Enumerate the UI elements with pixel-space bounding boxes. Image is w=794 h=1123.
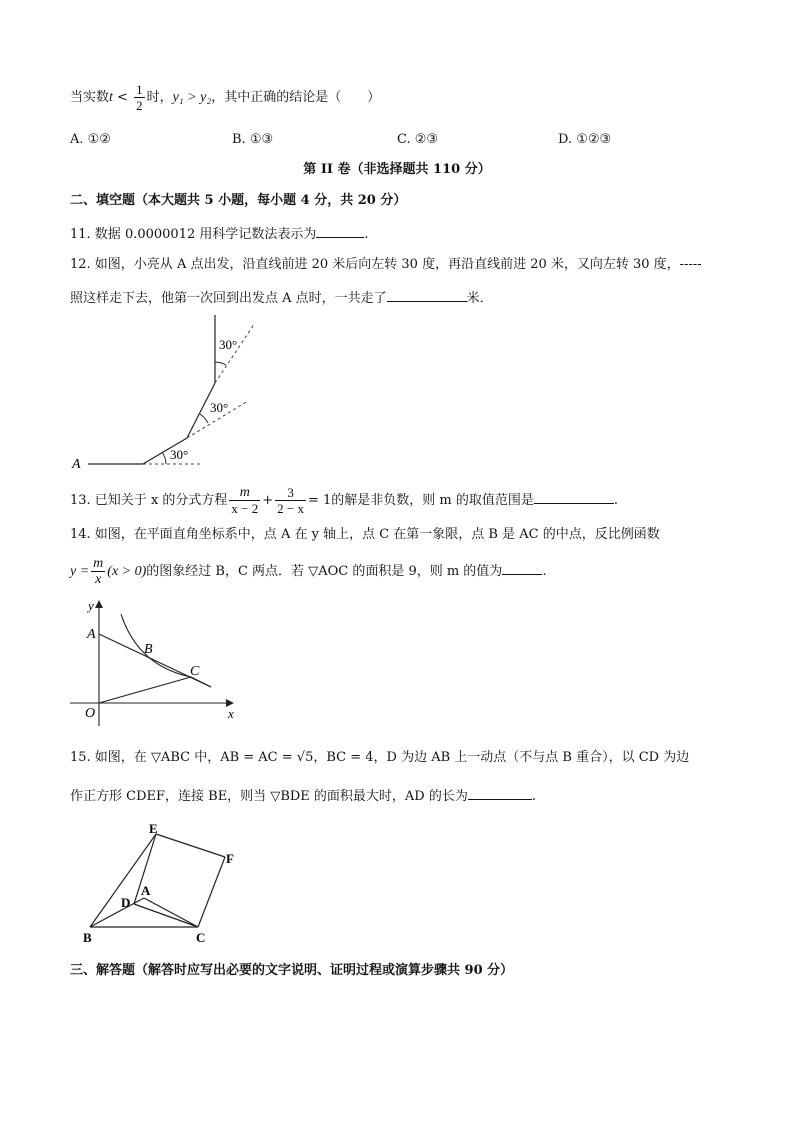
q15-segment-dc	[134, 904, 198, 927]
q12-point-a-label: A	[72, 457, 81, 472]
section3-heading: 三、解答题（解答时应写出必要的文字说明、证明过程或演算步骤共 90 分）	[70, 963, 514, 978]
q11-answer-blank[interactable]	[316, 223, 364, 238]
part2-title: 第 II 卷（非选择题共 110 分）	[303, 162, 491, 177]
q14-origin-label: O	[85, 706, 96, 721]
q12-angle-label-1: 30°	[170, 447, 189, 462]
q12-angle-arc-2	[200, 414, 208, 423]
q12-line2: 照这样走下去，他第一次回到出发点 A 点时，一共走了 米．	[70, 287, 493, 309]
q12-line1: 12. 如图，小亮从 A 点出发，沿直线前进 20 米后向左转 30 度，再沿直线前进 20 米，又向左转 30 度，-----	[70, 257, 702, 272]
q15-segment-ef	[156, 834, 225, 857]
q11-line: 11. 数据 0.0000012 用科学记数法表示为 .	[70, 223, 369, 245]
q15-segment-fc	[198, 857, 225, 927]
q14-point-a-label: A	[87, 627, 96, 642]
q14-point-c-label: C	[190, 664, 200, 679]
q14-y-arrow	[95, 600, 103, 608]
q12-angle-label-2: 30°	[210, 400, 229, 415]
q14-figure	[68, 596, 248, 736]
q15-line1: 15. 如图，在 ▽ABC 中，AB = AC = √5，BC = 4，D 为边 AB 上一动点（不与点 B 重合），以 CD 为边	[70, 750, 690, 765]
q12-angle-arc-1	[162, 452, 166, 464]
q15-point-c-label: C	[196, 930, 206, 945]
q14-hyperbola	[121, 614, 191, 677]
q12-answer-blank[interactable]	[387, 287, 467, 302]
q14-answer-blank[interactable]	[502, 560, 542, 575]
q15-point-b-label: B	[83, 930, 92, 945]
q15-point-f-label: F	[226, 851, 234, 866]
q14-point-b-label: B	[144, 642, 153, 657]
q12-extension-3	[215, 323, 255, 383]
q15-point-e-label: E	[149, 821, 158, 836]
q15-point-d-label: D	[121, 895, 131, 910]
q13-fraction-2: $\frac{3}{2 - x}$	[277, 485, 304, 516]
q14-line-oc	[99, 677, 191, 703]
q15-answer-blank[interactable]	[468, 785, 532, 800]
q10-condition-line: 当实数t < $\frac{1}{2}$ 时，y₁ > y₂，其中正确的结论是（ ）	[70, 82, 381, 113]
q12-angle-label-3: 30°	[219, 337, 238, 352]
q14-y-label: y	[88, 598, 94, 613]
q10-fraction: $\frac{1}{2}$	[136, 82, 143, 113]
q10-option-d[interactable]: D. ①②③	[558, 132, 612, 147]
q15-segment-ac	[144, 898, 198, 927]
q10-option-c[interactable]: C. ②③	[397, 132, 439, 147]
q12-angle-arc-3	[215, 362, 226, 365]
q14-line1: 14. 如图，在平面直角坐标系中，点 A 在 y 轴上，点 C 在第一象限，点 B 是 AC 的中点，反比例函数	[70, 527, 660, 542]
q10-option-a[interactable]: A. ①②	[70, 132, 111, 147]
q13-fraction-1: $\frac{m}{x - 2}$	[231, 485, 259, 516]
q10-option-b[interactable]: B. ①③	[232, 132, 274, 147]
q15-figure	[80, 818, 260, 948]
q13-answer-blank[interactable]	[534, 489, 614, 504]
q14-fraction: $\frac{m}{x}$	[93, 556, 104, 587]
section2-heading: 二、填空题（本大题共 5 小题，每小题 4 分，共 20 分）	[70, 193, 407, 208]
q12-figure	[60, 305, 270, 475]
q14-x-label: x	[228, 706, 234, 721]
q14-line2: y = $\frac{m}{x}$ (x > 0)的图象经过 B，C 两点．若 ▽AOC 的面积是 9，则 m 的值为 .	[70, 556, 547, 587]
q15-line2: 作正方形 CDEF，连接 BE，则当 ▽BDE 的面积最大时，AD 的长为 .	[70, 785, 536, 807]
q15-segment-ba	[90, 898, 144, 927]
q13-line: 13. 已知关于 x 的分式方程 $\frac{m}{x - 2}$ + $\frac{3}{2 - x}$ = 1的解是非负数，则 m 的取值范围是 .	[70, 485, 619, 516]
q15-segment-be	[90, 834, 156, 927]
q15-point-a-label: A	[141, 883, 151, 898]
